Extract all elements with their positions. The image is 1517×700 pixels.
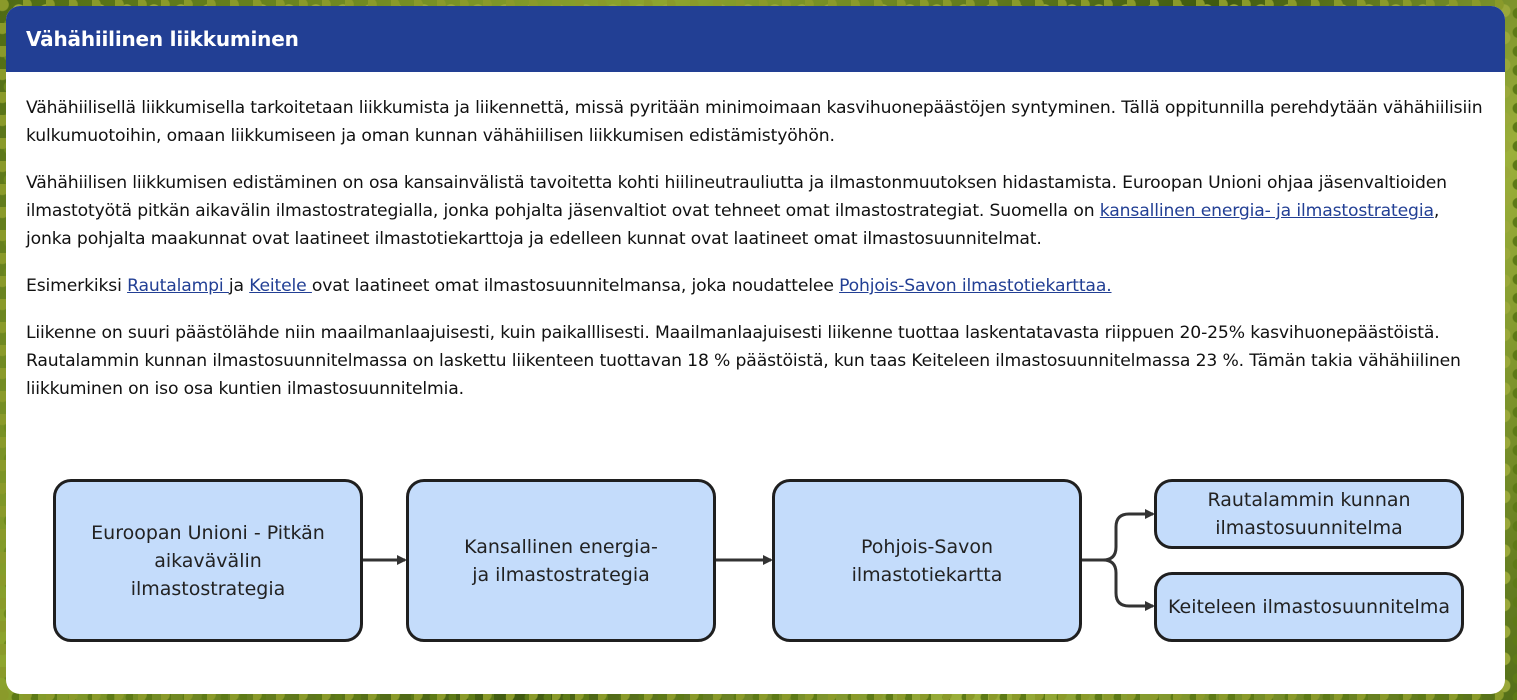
pohjois-savon-roadmap-link[interactable]: Pohjois-Savon ilmastotiekarttaa. xyxy=(839,276,1112,296)
diagram-box-national-strategy-label: Kansallinen energia- ja ilmastostrategia xyxy=(464,535,658,586)
arrow-regional-to-keitele xyxy=(1103,560,1153,606)
paragraph-strategy xyxy=(26,169,1485,253)
keitele-link[interactable]: Keitele xyxy=(249,276,312,296)
paragraph-traffic-emissions: Liikenne on suuri päästölähde niin maailmanlaajuisesti, kuin paikalllisesti. Maailmanlaajuisesti liikenne tuottaa laskentatavasta riippuen 20-25% kasvihuonepäästöistä. Rautalammin kunnan ilmastosuunnitelmassa on laskettu liikenteen tuottavan 18 % päästöistä, kun taas Keiteleen ilmastosuunnitelmassa 23 %. Tämän takia vähähiilinen liikkuminen on iso osa kuntien ilmastosuunnitelmia. xyxy=(26,323,1461,399)
paragraph-examples-text-start: Esimerkiksi xyxy=(26,276,128,296)
paragraph-examples-text-mid2: ovat laatineet omat ilmastosuunnitelmansa, joka noudattelee xyxy=(311,276,840,296)
paragraph-strategy-text-after: , jonka pohjalta maakunnat ovat laatineet ilmastotiekarttoja ja edelleen kunnat ovat laatineet omat ilmastosuunnitelmat. xyxy=(26,201,1440,249)
diagram-box-rautalampi-plan xyxy=(1154,479,1464,549)
arrow-regional-to-rautalampi xyxy=(1080,514,1153,560)
page-title: Vähähiilinen liikkuminen xyxy=(26,27,299,51)
lesson-text xyxy=(6,72,1505,403)
diagram-box-keitele-plan-label: Keiteleen ilmastosuunnitelma xyxy=(1168,596,1450,618)
diagram-box-eu-strategy xyxy=(53,479,363,642)
paragraph-intro: Vähähiilisellä liikkumisella tarkoitetaan liikkumista ja liikennettä, missä pyritään minimoimaan kasvihuonepäästöjen syntyminen. Tällä oppitunnilla perehdytään vähähiilisiin kulkumuotoihin, omaan liikkumiseen ja oman kunnan vähähiilisen liikkumisen edistämistyöhön. xyxy=(26,98,1483,146)
paragraph-examples xyxy=(26,272,1485,300)
national-strategy-link[interactable]: kansallinen energia- ja ilmastostrategia xyxy=(1099,201,1434,221)
paragraph-strategy-text-before: Vähähiilisen liikkumisen edistäminen on osa kansainvälistä tavoitetta kohti hiilineutrauliutta ja ilmastonmuutoksen hidastamista. Euroopan Unioni ohjaa jäsenvaltioiden ilmastotyötä pitkän aikavälin ilmastostrategialla, jonka pohjalta jäsenvaltiot ovat tehneet omat ilmastostrategiat. Suomella on xyxy=(26,173,1447,221)
lesson-card xyxy=(6,6,1505,694)
rautalampi-link[interactable]: Rautalampi xyxy=(127,276,229,296)
diagram-box-rautalampi-plan-label: Rautalammin kunnan ilmastosuunnitelma xyxy=(1207,489,1411,539)
diagram-box-national-strategy xyxy=(406,479,716,642)
diagram-box-eu-strategy-label: Euroopan Unioni - Pitkän aikavävälin ilmastostrategia xyxy=(91,521,325,600)
diagram-box-keitele-plan xyxy=(1154,572,1464,642)
paragraph-examples-text-mid1: ja xyxy=(228,276,250,296)
card-header xyxy=(6,6,1505,72)
diagram-box-regional-roadmap xyxy=(772,479,1082,642)
diagram-box-regional-roadmap-label: Pohjois-Savon ilmastotiekartta xyxy=(851,535,1003,586)
